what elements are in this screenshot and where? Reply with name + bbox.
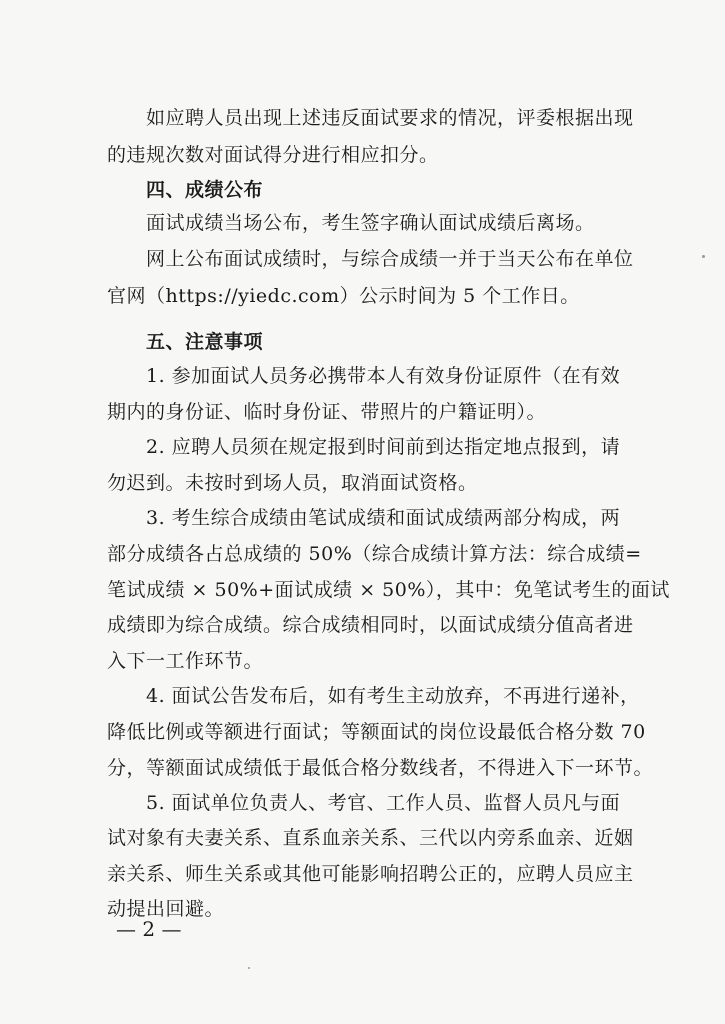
list-item-line: 入下一工作环节。 <box>107 650 264 672</box>
list-item-line: 勿迟到。未按时到场人员，取消面试资格。 <box>107 472 478 494</box>
paragraph-line: 如应聘人员出现上述违反面试要求的情况，评委根据出现 <box>146 107 634 129</box>
list-item-line: 动提出回避。 <box>107 898 225 920</box>
paragraph-line: 网上公布面试成绩时，与综合成绩一并于当天公布在单位 <box>146 248 634 270</box>
paragraph-line: 官网（https://yiedc.com）公示时间为 5 个工作日。 <box>107 285 580 307</box>
scan-speck <box>248 967 250 969</box>
list-item-line: 试对象有夫妻关系、直系血亲关系、三代以内旁系血亲、近姻 <box>107 827 634 849</box>
list-item-line: 笔试成绩 × 50%+面试成绩 × 50%），其中：免笔试考生的面试 <box>107 579 670 601</box>
list-item-line: 1. 参加面试人员务必携带本人有效身份证原件（在有效 <box>146 365 621 387</box>
list-item-line: 亲关系、师生关系或其他可能影响招聘公正的，应聘人员应主 <box>107 863 634 885</box>
list-item-line: 2. 应聘人员须在规定报到时间前到达指定地点报到，请 <box>146 436 621 458</box>
section-heading-4: 四、成绩公布 <box>146 179 264 201</box>
paragraph-line: 面试成绩当场公布，考生签字确认面试成绩后离场。 <box>146 212 595 234</box>
list-item-line: 成绩即为综合成绩。综合成绩相同时，以面试成绩分值高者进 <box>107 614 634 636</box>
list-item-line: 5. 面试单位负责人、考官、工作人员、监督人员凡与面 <box>146 792 621 814</box>
list-item-line: 分，等额面试成绩低于最低合格分数线者，不得进入下一环节。 <box>107 757 654 779</box>
list-item-line: 3. 考生综合成绩由笔试成绩和面试成绩两部分构成，两 <box>146 507 621 529</box>
list-item-line: 4. 面试公告发布后，如有考生主动放弃，不再进行递补， <box>146 685 640 707</box>
list-item-line: 降低比例或等额进行面试；等额面试的岗位设最低合格分数 70 <box>107 721 646 743</box>
paragraph-line: 的违规次数对面试得分进行相应扣分。 <box>107 144 439 166</box>
list-item-line: 部分成绩各占总成绩的 50%（综合成绩计算方法：综合成绩= <box>107 543 642 565</box>
scan-speck <box>702 255 705 258</box>
page-number: — 2 — <box>116 917 182 941</box>
section-heading-5: 五、注意事项 <box>146 331 264 353</box>
list-item-line: 期内的身份证、临时身份证、带照片的户籍证明）。 <box>107 401 547 423</box>
